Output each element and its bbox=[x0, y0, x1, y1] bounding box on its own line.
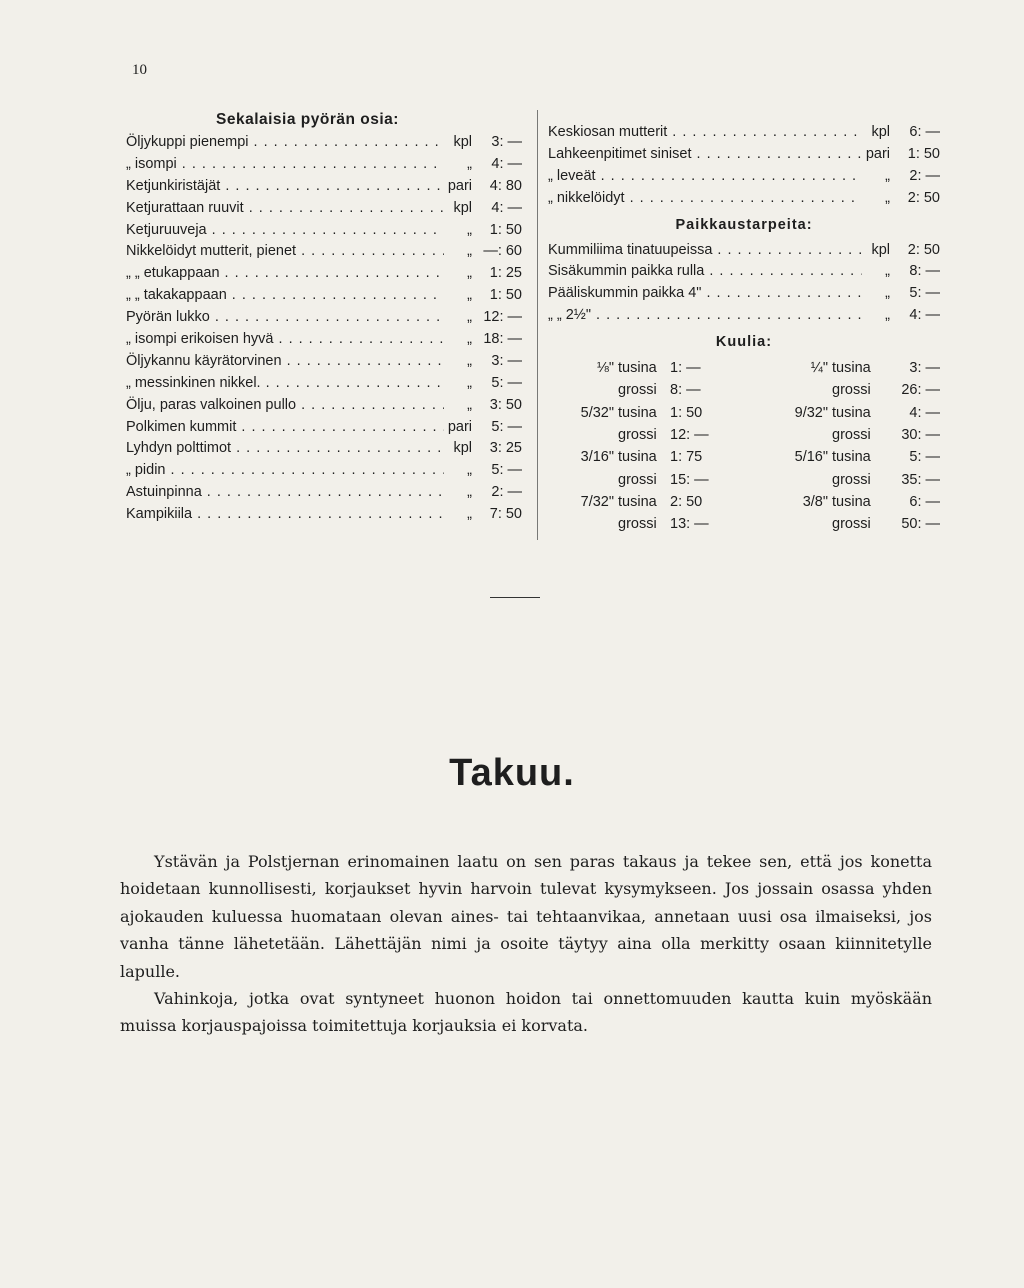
item-unit: „ bbox=[467, 243, 472, 260]
guarantee-paragraph-2: Vahinkoja, jotka ovat syntyneet huonon hoidon tai onnettomuuden kautta kuin myöskään muissa korjauspajoissa toimitettuja korjauksia ei korvata. bbox=[120, 989, 932, 1036]
ball-price: 35: — bbox=[901, 471, 940, 488]
ball-price: 4: — bbox=[909, 404, 940, 421]
price-row bbox=[126, 154, 522, 176]
price-row bbox=[126, 132, 522, 154]
ball-price: 3: — bbox=[909, 360, 940, 377]
guarantee-text bbox=[120, 848, 932, 1040]
item-name: „ nikkelöidyt . . . bbox=[548, 188, 862, 210]
ball-unit: grossi bbox=[618, 427, 657, 444]
item-name: „ „ etukappaan . . . bbox=[126, 263, 444, 285]
ball-unit: grossi bbox=[618, 471, 657, 488]
item-name: Kummiliima tinatuupeissa . . . bbox=[548, 240, 862, 262]
ball-size bbox=[742, 379, 832, 401]
item-unit: „ bbox=[467, 484, 472, 501]
item-name: Astuinpinna . . . bbox=[126, 482, 444, 504]
item-price: 5: — bbox=[491, 418, 522, 435]
item-name: Sisäkummin paikka rulla . . . bbox=[548, 261, 862, 283]
price-row bbox=[126, 220, 522, 242]
item-name: „ „ 2½" . . . bbox=[548, 305, 862, 327]
item-unit: kpl bbox=[453, 134, 472, 150]
price-row bbox=[548, 188, 940, 210]
item-name: „ isompi . . . bbox=[126, 154, 444, 176]
price-row bbox=[548, 261, 940, 283]
item-unit: „ bbox=[467, 309, 472, 326]
item-price: 4: — bbox=[491, 199, 522, 216]
price-row bbox=[126, 504, 522, 526]
item-unit: „ bbox=[467, 221, 472, 238]
ball-unit: tusina bbox=[618, 360, 657, 377]
price-row bbox=[548, 122, 940, 144]
item-price: 7: 50 bbox=[489, 506, 522, 523]
ball-price: 13: — bbox=[670, 516, 709, 533]
item-unit: „ bbox=[467, 331, 472, 348]
price-row bbox=[548, 283, 940, 305]
item-unit: „ bbox=[885, 189, 890, 206]
item-price: 4: — bbox=[909, 307, 940, 324]
price-row bbox=[126, 198, 522, 220]
ball-price: 1: — bbox=[670, 360, 701, 377]
item-unit: pari bbox=[447, 418, 472, 435]
item-name: Ölju, paras valkoinen pullo . . . bbox=[126, 395, 444, 417]
ball-unit: grossi bbox=[832, 516, 871, 533]
ball-unit: tusina bbox=[832, 493, 871, 510]
balls-price-grid bbox=[548, 357, 940, 535]
ball-unit: grossi bbox=[832, 471, 871, 488]
patching-supplies-heading: Paikkaustarpeita: bbox=[675, 216, 813, 233]
item-price: 2: — bbox=[491, 484, 522, 501]
ball-unit: grossi bbox=[618, 382, 657, 399]
item-name: „ pidin . . . bbox=[126, 460, 444, 482]
item-price: 1: 50 bbox=[489, 287, 522, 304]
price-row bbox=[126, 417, 522, 439]
price-row bbox=[126, 263, 522, 285]
column-divider bbox=[537, 110, 538, 540]
item-price: 4: — bbox=[491, 155, 522, 172]
item-unit: „ bbox=[885, 307, 890, 324]
item-unit: „ bbox=[467, 396, 472, 413]
price-row bbox=[126, 307, 522, 329]
ball-unit: tusina bbox=[832, 360, 871, 377]
ball-price: 1: 50 bbox=[670, 404, 703, 421]
item-price: 2: 50 bbox=[907, 189, 940, 206]
ball-unit: grossi bbox=[832, 382, 871, 399]
item-unit: „ bbox=[467, 155, 472, 172]
ball-unit: tusina bbox=[618, 449, 657, 466]
item-price: 5: — bbox=[909, 285, 940, 302]
item-name: „ messinkinen nikkel. . . . bbox=[126, 373, 444, 395]
item-name: Pääliskummin paikka 4" . . . bbox=[548, 283, 862, 305]
item-unit: „ bbox=[467, 352, 472, 369]
item-name: Nikkelöidyt mutterit, pienet . . . bbox=[126, 241, 444, 263]
ball-unit: tusina bbox=[618, 493, 657, 510]
item-unit: kpl bbox=[453, 440, 472, 457]
misc-parts-list bbox=[126, 132, 522, 526]
item-price: 8: — bbox=[909, 263, 940, 280]
item-price: 3: — bbox=[491, 352, 522, 369]
ball-price: 26: — bbox=[901, 382, 940, 399]
ball-size bbox=[548, 379, 618, 401]
item-name: Ketjunkiristäjät . . . bbox=[126, 176, 444, 198]
price-row bbox=[126, 438, 522, 460]
item-unit: pari bbox=[865, 145, 890, 162]
price-row bbox=[548, 240, 940, 262]
item-price: 12: — bbox=[483, 309, 522, 326]
nuts-and-clips-list bbox=[548, 122, 940, 210]
item-name: „ leveät . . . bbox=[548, 166, 862, 188]
right-column bbox=[548, 108, 940, 536]
item-unit: „ bbox=[467, 506, 472, 523]
ball-size: 5/32" bbox=[580, 404, 614, 421]
price-row bbox=[548, 144, 940, 166]
price-row bbox=[126, 241, 522, 263]
price-row bbox=[126, 395, 522, 417]
item-price: 6: — bbox=[909, 124, 940, 140]
price-row bbox=[126, 285, 522, 307]
price-row bbox=[126, 460, 522, 482]
ball-unit: grossi bbox=[832, 427, 871, 444]
item-unit: „ bbox=[885, 263, 890, 280]
item-unit: „ bbox=[467, 374, 472, 391]
ball-price: 1: 75 bbox=[670, 449, 703, 466]
item-price: 2: 50 bbox=[907, 241, 940, 258]
item-unit: kpl bbox=[453, 199, 472, 216]
ball-size: 3/8" bbox=[802, 493, 828, 510]
ball-price: 12: — bbox=[670, 427, 709, 444]
price-row bbox=[126, 373, 522, 395]
price-row bbox=[548, 305, 940, 327]
item-unit: „ bbox=[885, 285, 890, 302]
item-price: 18: — bbox=[483, 331, 522, 348]
ball-unit: tusina bbox=[832, 404, 871, 421]
price-row bbox=[126, 176, 522, 198]
ball-size: 5/16" bbox=[794, 449, 828, 466]
ball-size: ¼" bbox=[810, 360, 828, 377]
misc-parts-column bbox=[126, 108, 522, 526]
ball-size bbox=[742, 513, 832, 535]
item-name: Lahkeenpitimet siniset . . . bbox=[548, 144, 862, 166]
item-price: 3: — bbox=[491, 134, 522, 150]
ball-size: 3/16" bbox=[580, 449, 614, 466]
price-row bbox=[548, 166, 940, 188]
ball-price: 50: — bbox=[901, 516, 940, 533]
item-name: Keskiosan mutterit . . . bbox=[548, 122, 862, 144]
ball-price: 5: — bbox=[909, 449, 940, 466]
ball-size bbox=[742, 469, 832, 491]
ball-unit: tusina bbox=[832, 449, 871, 466]
item-name: Öljykuppi pienempi . . . bbox=[126, 132, 444, 154]
item-unit: „ bbox=[467, 462, 472, 479]
item-price: 4: 80 bbox=[489, 177, 522, 194]
ball-size bbox=[742, 424, 832, 446]
item-name: Lyhdyn polttimot . . . bbox=[126, 438, 444, 460]
item-name: Pyörän lukko . . . bbox=[126, 307, 444, 329]
item-name: Kampikiila . . . bbox=[126, 504, 444, 526]
ball-price: 2: 50 bbox=[670, 493, 703, 510]
ball-price: 8: — bbox=[670, 382, 701, 399]
item-price: 5: — bbox=[491, 462, 522, 479]
item-price: 5: — bbox=[491, 374, 522, 391]
guarantee-title: Takuu. bbox=[449, 752, 575, 794]
ball-size bbox=[548, 424, 618, 446]
item-unit: kpl bbox=[871, 241, 890, 258]
item-name: Polkimen kummit . . . bbox=[126, 417, 444, 439]
ball-unit: grossi bbox=[618, 516, 657, 533]
item-unit: „ bbox=[885, 167, 890, 184]
item-name: Ketjuruuveja . . . bbox=[126, 220, 444, 242]
ball-unit: tusina bbox=[618, 404, 657, 421]
item-price: 1: 50 bbox=[489, 221, 522, 238]
misc-parts-heading: Sekalaisia pyörän osia: bbox=[216, 111, 399, 128]
item-unit: „ bbox=[467, 287, 472, 304]
item-name: Ketjurattaan ruuvit . . . bbox=[126, 198, 444, 220]
balls-heading: Kuulia: bbox=[715, 334, 773, 351]
ball-price: 15: — bbox=[670, 471, 709, 488]
ball-size: 9/32" bbox=[794, 404, 828, 421]
price-row bbox=[126, 329, 522, 351]
item-price: —: 60 bbox=[483, 243, 522, 260]
item-price: 3: 25 bbox=[489, 440, 522, 457]
patching-supplies-list bbox=[548, 240, 940, 328]
item-unit: pari bbox=[447, 177, 472, 194]
item-name: „ isompi erikoisen hyvä . . . bbox=[126, 329, 444, 351]
ball-size bbox=[548, 469, 618, 491]
section-divider bbox=[490, 597, 540, 598]
item-unit: kpl bbox=[871, 124, 890, 140]
guarantee-paragraph-1: Ystävän ja Polstjernan erinomainen laatu on sen paras takaus ja tekee sen, että jos konetta hoidetaan kunnollisesti, korjaukset hyvin harvoin tulevat kysymykseen. Jos jossain osassa yhden ajokauden kuluessa huomataan olevan aines- tai tehtaanvikaa, annetaan uusi osa ilmaiseksi, jos vanha tänne lähetetään. Lähettäjän nimi ja osoite täytyy aina olla merkitty osaan kiinnitetylle lapulle. bbox=[120, 852, 932, 981]
price-row bbox=[126, 351, 522, 373]
ball-price: 6: — bbox=[909, 493, 940, 510]
ball-size: 7/32" bbox=[580, 493, 614, 510]
price-row bbox=[126, 482, 522, 504]
ball-size bbox=[548, 513, 618, 535]
item-name: „ „ takakappaan . . . bbox=[126, 285, 444, 307]
item-price: 2: — bbox=[909, 167, 940, 184]
item-unit: „ bbox=[467, 265, 472, 282]
item-price: 1: 50 bbox=[907, 145, 940, 162]
ball-size: ⅛" bbox=[596, 360, 614, 377]
ball-price: 30: — bbox=[901, 427, 940, 444]
item-name: Öljykannu käyrätorvinen . . . bbox=[126, 351, 444, 373]
page-number: 10 bbox=[132, 62, 147, 78]
item-price: 1: 25 bbox=[489, 265, 522, 282]
item-price: 3: 50 bbox=[489, 396, 522, 413]
